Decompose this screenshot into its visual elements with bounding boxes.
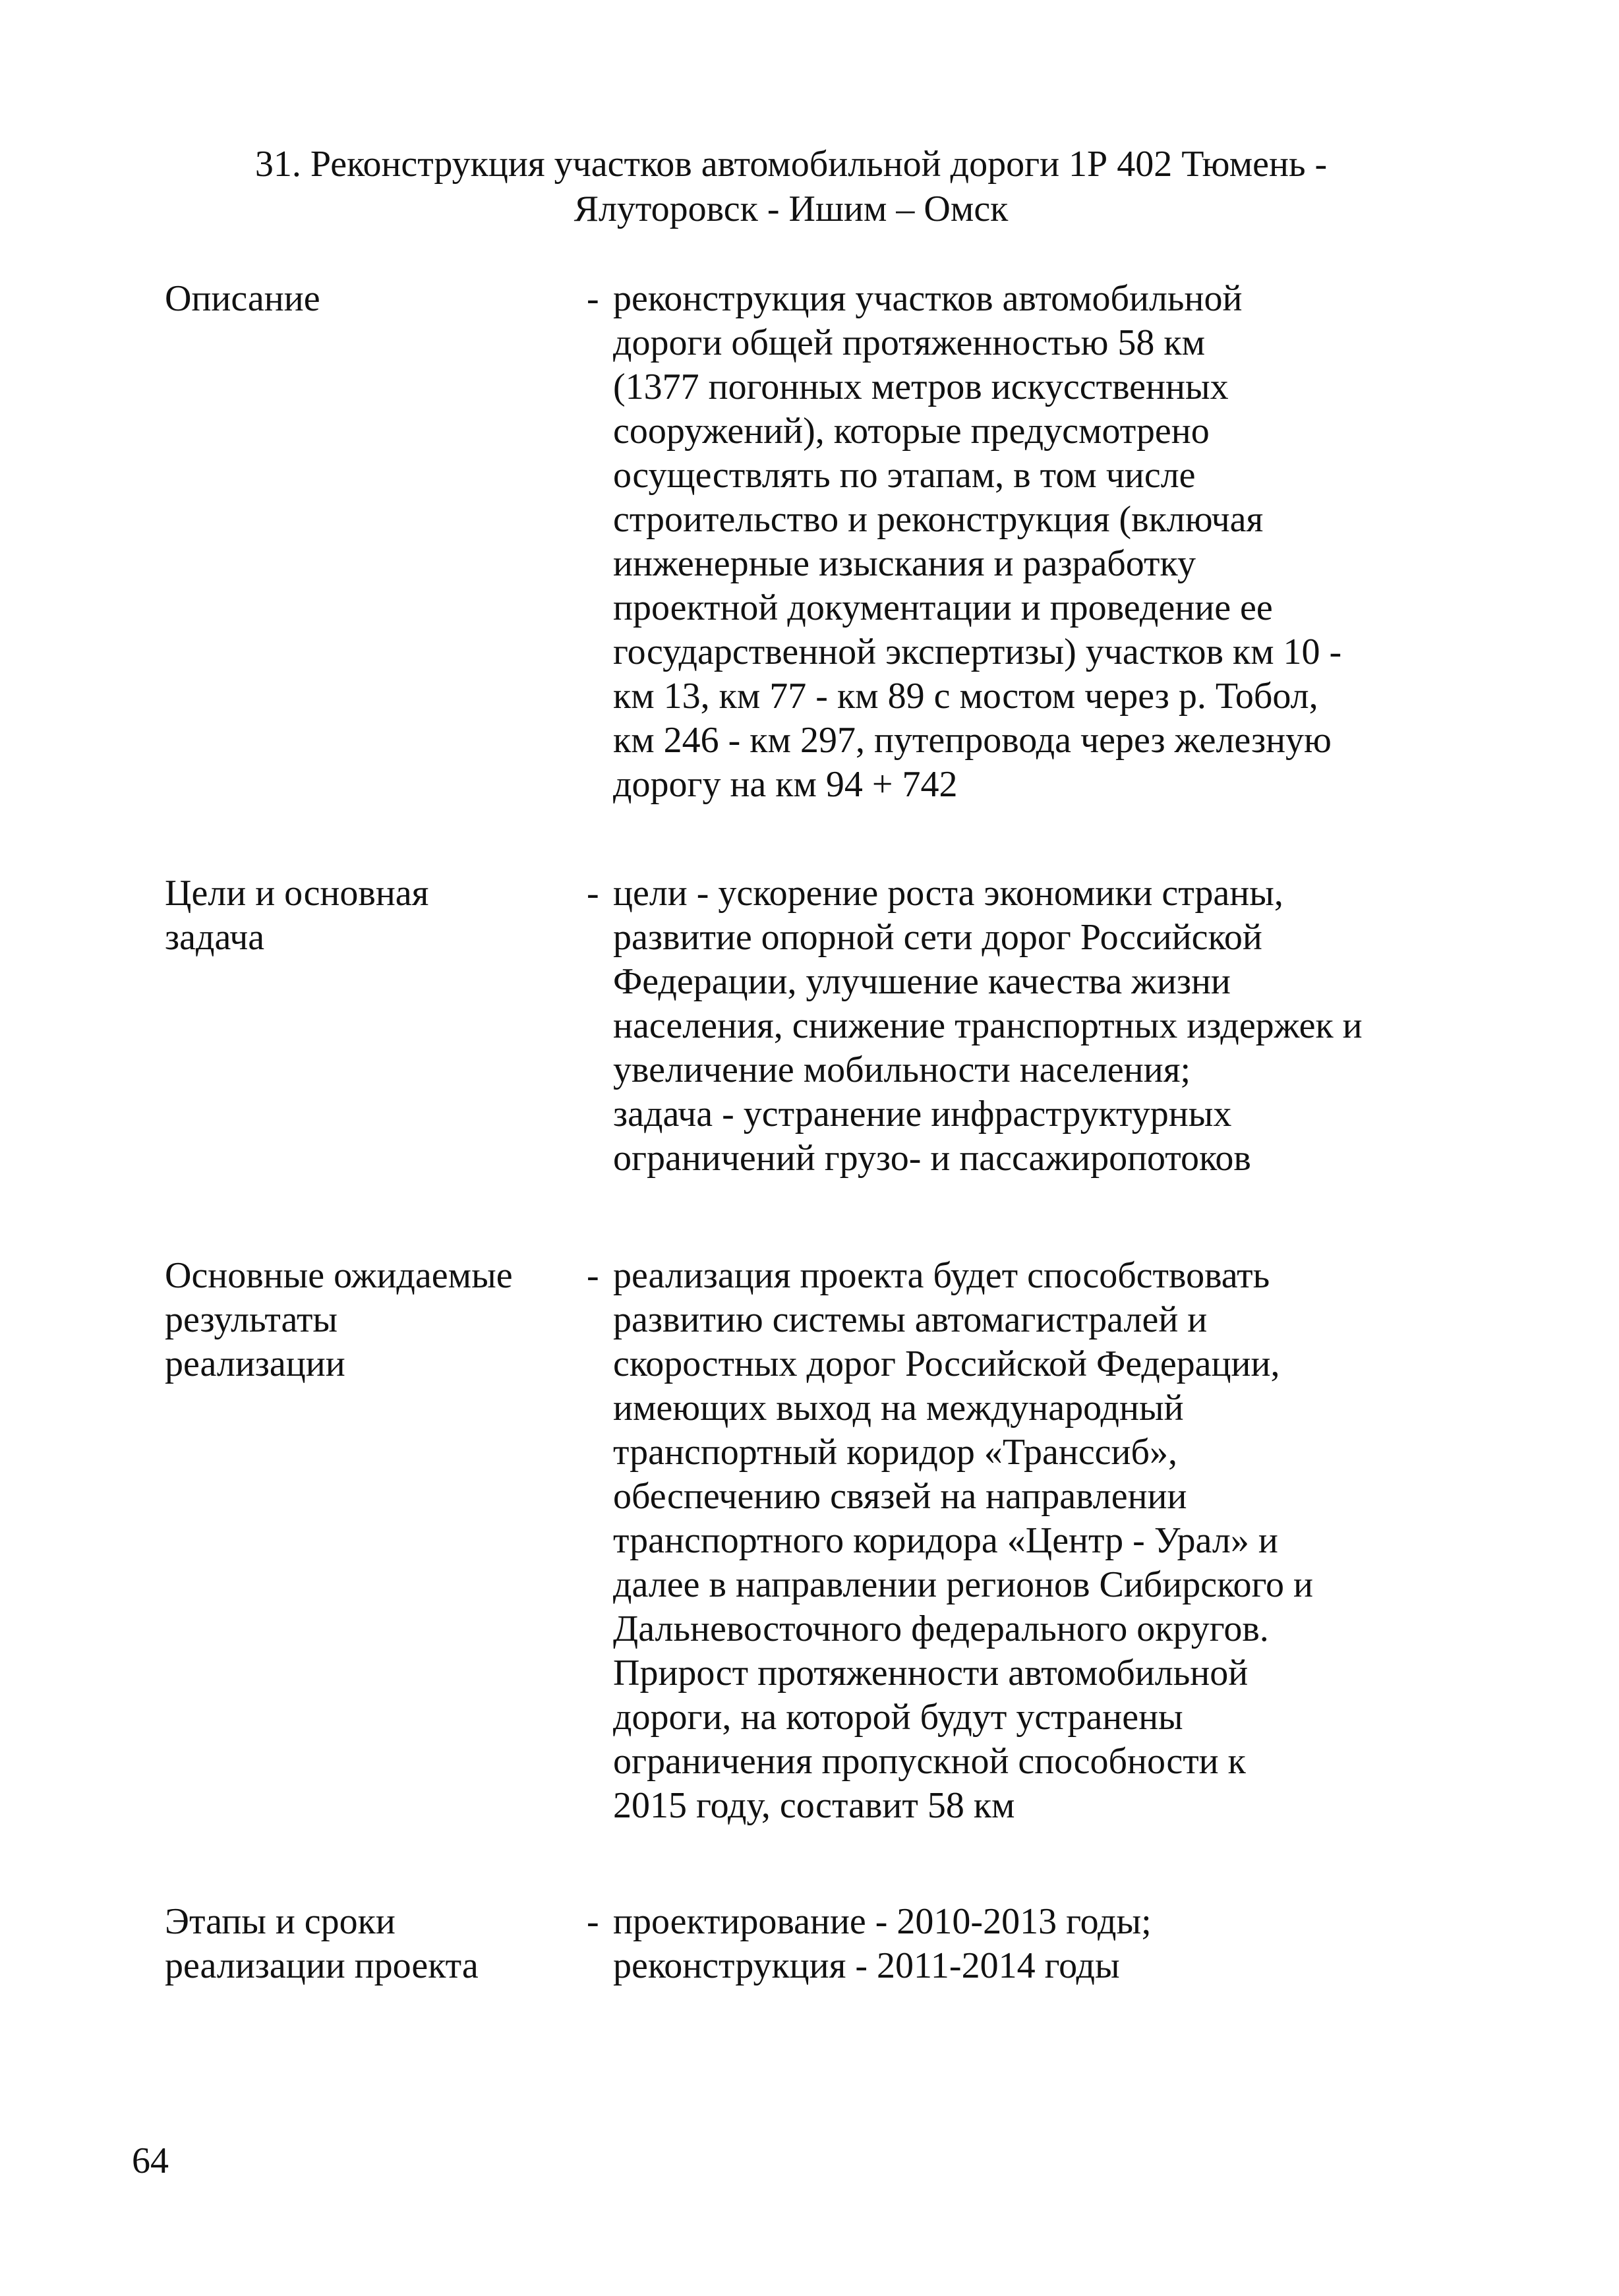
value-line: км 13, км 77 - км 89 с мостом через р. Тобол, xyxy=(613,676,1318,717)
dash-marker: - xyxy=(587,1255,599,1296)
value-line: ограничений грузо- и пассажиропотоков xyxy=(613,1138,1251,1179)
value-line: 2015 году, составит 58 км xyxy=(613,1785,1015,1826)
dash-marker: - xyxy=(587,278,599,319)
label-line: задача xyxy=(165,917,265,958)
value-line: осуществлять по этапам, в том числе xyxy=(613,455,1196,496)
dash-marker: - xyxy=(587,873,599,914)
value-line: проектной документации и проведение ее xyxy=(613,587,1273,628)
label-line: реализации проекта xyxy=(165,1945,479,1986)
section-value xyxy=(613,277,1470,807)
value-line: развитию системы автомагистралей и xyxy=(613,1299,1208,1340)
label-line: Основные ожидаемые xyxy=(165,1255,513,1296)
section-title xyxy=(165,142,1417,231)
value-line: скоростных дорог Российской Федерации, xyxy=(613,1343,1280,1384)
value-line: реконструкция участков автомобильной xyxy=(613,278,1243,319)
section-label xyxy=(165,1254,574,1386)
value-line: населения, снижение транспортных издержек и xyxy=(613,1005,1363,1046)
section-label xyxy=(165,871,574,960)
value-line: увеличение мобильности населения; xyxy=(613,1049,1191,1090)
label-line: Этапы и сроки xyxy=(165,1901,396,1942)
value-line: Прирост протяженности автомобильной xyxy=(613,1653,1249,1693)
value-line: реконструкция - 2011-2014 годы xyxy=(613,1945,1120,1986)
section-value xyxy=(613,871,1470,1181)
value-line: сооружений), которые предусмотрено xyxy=(613,411,1210,452)
value-line: инженерные изыскания и разработку xyxy=(613,543,1196,584)
value-line: дороги, на которой будут устранены xyxy=(613,1697,1183,1738)
label-line: реализации xyxy=(165,1343,345,1384)
value-line: (1377 погонных метров искусственных xyxy=(613,367,1229,407)
value-line: Федерации, улучшение качества жизни xyxy=(613,961,1231,1002)
value-line: Дальневосточного федерального округов. xyxy=(613,1608,1269,1649)
value-line: строительство и реконструкция (включая xyxy=(613,499,1264,540)
value-line: ограничения пропускной способности к xyxy=(613,1741,1246,1782)
value-line: обеспечению связей на направлении xyxy=(613,1476,1187,1517)
value-line: государственной экспертизы) участков км 10 - xyxy=(613,632,1342,672)
value-line: развитие опорной сети дорог Российской xyxy=(613,917,1262,958)
title-line-1: 31. Реконструкция участков автомобильной дороги 1Р 402 Тюмень - xyxy=(254,144,1328,185)
title-line-2: Ялуторовск - Ишим – Омск xyxy=(574,189,1009,229)
label-line: Цели и основная xyxy=(165,873,429,914)
value-line: транспортный коридор «Транссиб», xyxy=(613,1432,1177,1473)
section-label xyxy=(165,1900,574,1988)
dash-marker: - xyxy=(587,1901,599,1942)
section-value xyxy=(613,1900,1470,1988)
label-line: результаты xyxy=(165,1299,338,1340)
value-line: реализация проекта будет способствовать xyxy=(613,1255,1270,1296)
label-line: Описание xyxy=(165,278,320,319)
value-line: проектирование - 2010-2013 годы; xyxy=(613,1901,1152,1942)
value-line: км 246 - км 297, путепровода через железную xyxy=(613,720,1332,761)
value-line: задача - устранение инфраструктурных xyxy=(613,1094,1232,1134)
section-value xyxy=(613,1254,1470,1828)
value-line: цели - ускорение роста экономики страны, xyxy=(613,873,1283,914)
value-line: дороги общей протяженностью 58 км xyxy=(613,322,1206,363)
value-line: дорогу на км 94 + 742 xyxy=(613,764,958,805)
value-line: имеющих выход на международный xyxy=(613,1388,1184,1428)
value-line: далее в направлении регионов Сибирского и xyxy=(613,1564,1314,1605)
value-line: транспортного коридора «Центр - Урал» и xyxy=(613,1520,1278,1561)
page-number: 64 xyxy=(132,2140,169,2181)
section-label xyxy=(165,277,574,321)
